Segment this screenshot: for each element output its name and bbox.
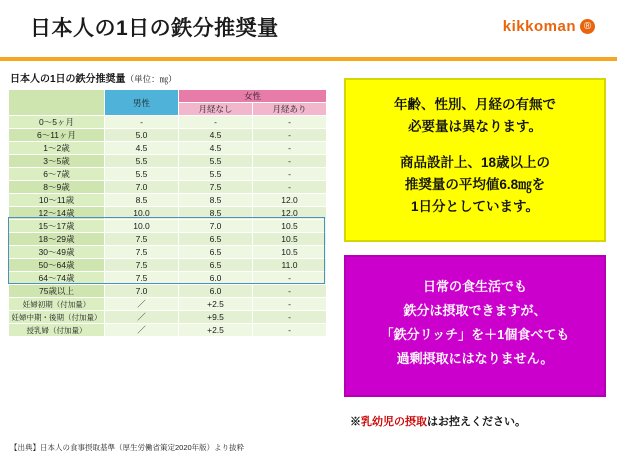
- table-cell-f-no: 6.5: [179, 259, 253, 272]
- table-cell-male: 10.0: [105, 220, 179, 233]
- table-cell-f-no: +2.5: [179, 324, 253, 337]
- table-cell-f-yes: -: [253, 298, 327, 311]
- table-row-label: 18～29歳: [9, 233, 105, 246]
- table-row: [9, 142, 327, 155]
- table-caption-unit: （単位：㎎）: [125, 74, 177, 84]
- table-row: [9, 311, 327, 324]
- table-cell-f-yes: -: [253, 168, 327, 181]
- page-title: 日本人の1日の鉄分推奨量: [30, 17, 279, 40]
- table-caption: [8, 70, 328, 85]
- table-cell-f-yes: 11.0: [253, 259, 327, 272]
- table-row-label: 10～11歳: [9, 194, 105, 207]
- table-cell-f-no: 6.0: [179, 285, 253, 298]
- brand-logo-text: kikkoman: [502, 18, 576, 35]
- callout-requirement-line-1: 年齢、性別、月経の有無で: [394, 97, 556, 112]
- table-row-label: 3～5歳: [9, 155, 105, 168]
- callout-requirement-line-5: 1日分としています。: [411, 199, 539, 214]
- header-divider: [0, 57, 617, 61]
- table-cell-f-yes: 10.5: [253, 233, 327, 246]
- table-row: [9, 246, 327, 259]
- table-cell-f-no: 6.0: [179, 272, 253, 285]
- table-cell-f-yes: -: [253, 324, 327, 337]
- table-header-female: 女性: [179, 90, 327, 103]
- table-row-label: 50～64歳: [9, 259, 105, 272]
- table-cell-f-yes: -: [253, 155, 327, 168]
- table-cell-male: 5.5: [105, 155, 179, 168]
- table-row-label: 75歳以上: [9, 285, 105, 298]
- table-row: [9, 220, 327, 233]
- table-row-label: 64～74歳: [9, 272, 105, 285]
- table-row: [9, 194, 327, 207]
- iron-table-panel: [8, 70, 328, 337]
- table-cell-f-yes: -: [253, 285, 327, 298]
- table-row: [9, 233, 327, 246]
- table-row-label: 8～9歳: [9, 181, 105, 194]
- slide-header: [0, 0, 617, 62]
- table-cell-male: 8.5: [105, 194, 179, 207]
- table-cell-f-yes: -: [253, 181, 327, 194]
- table-cell-f-no: 7.0: [179, 220, 253, 233]
- table-cell-f-no: 6.5: [179, 246, 253, 259]
- table-row-label: 0～5ヶ月: [9, 116, 105, 129]
- callout-requirement-line-3: 商品設計上、18歳以上の: [399, 155, 551, 170]
- table-header-female-with-period: 月経あり: [253, 103, 327, 116]
- table-cell-male: 7.0: [105, 181, 179, 194]
- table-cell-male: 7.5: [105, 272, 179, 285]
- table-cell-male: 5.0: [105, 129, 179, 142]
- table-row-label: 15～17歳: [9, 220, 105, 233]
- table-cell-f-yes: -: [253, 311, 327, 324]
- table-cell-f-yes: -: [253, 129, 327, 142]
- table-cell-male: 5.5: [105, 168, 179, 181]
- table-cell-f-no: 7.5: [179, 181, 253, 194]
- table-row-label: 6～7歳: [9, 168, 105, 181]
- callout-spacer: [356, 138, 594, 152]
- table-cell-f-yes: 12.0: [253, 207, 327, 220]
- table-cell-f-no: 8.5: [179, 207, 253, 220]
- table-header-row-1: [9, 90, 327, 103]
- table-row-label: 妊婦初期（付加量）: [9, 298, 105, 311]
- table-row: [9, 259, 327, 272]
- table-row: [9, 116, 327, 129]
- table-cell-f-no: +2.5: [179, 298, 253, 311]
- table-caption-text: 日本人の1日の鉄分推奨量: [10, 74, 126, 85]
- table-header-female-no-period: 月経なし: [179, 103, 253, 116]
- callout-daily-intake: [344, 255, 606, 397]
- table-cell-f-no: +9.5: [179, 311, 253, 324]
- callout-daily-intake-line-4: 過剰摂取にはなりません。: [396, 351, 554, 366]
- table-cell-male: 7.5: [105, 246, 179, 259]
- table-row: [9, 129, 327, 142]
- table-row: [9, 324, 327, 337]
- table-row-label: 6～11ヶ月: [9, 129, 105, 142]
- callout-requirement-line-4: 推奨量の平均値6.8㎎を: [404, 177, 546, 192]
- table-row: [9, 272, 327, 285]
- table-cell-male: -: [105, 116, 179, 129]
- table-cell-f-yes: -: [253, 272, 327, 285]
- callout-daily-intake-line-2: 鉄分は摂取できますが、: [403, 303, 547, 318]
- table-cell-male: ／: [105, 324, 179, 337]
- table-row: [9, 181, 327, 194]
- iron-recommendation-table: [8, 89, 327, 337]
- table-row-label: 授乳婦（付加量）: [9, 324, 105, 337]
- table-cell-f-yes: 10.5: [253, 220, 327, 233]
- table-row: [9, 155, 327, 168]
- source-note: 【出典】日本人の食事摂取基準（厚生労働省策定2020年版）より抜粋: [10, 443, 245, 452]
- table-body: [9, 116, 327, 337]
- table-row: [9, 298, 327, 311]
- table-cell-f-yes: 10.5: [253, 246, 327, 259]
- table-row-label: 30～49歳: [9, 246, 105, 259]
- infant-warning-prefix: ※: [350, 416, 361, 428]
- table-row: [9, 168, 327, 181]
- table-row: [9, 285, 327, 298]
- table-cell-male: 7.0: [105, 285, 179, 298]
- table-cell-male: ／: [105, 298, 179, 311]
- table-row-label: 妊婦中期・後期（付加量）: [9, 311, 105, 324]
- brand-logo: [503, 18, 595, 35]
- table-cell-f-no: 4.5: [179, 142, 253, 155]
- table-cell-male: ／: [105, 311, 179, 324]
- callout-daily-intake-line-3: 「鉄分リッチ」を＋1個食べても: [380, 327, 570, 342]
- table-cell-f-no: 5.5: [179, 168, 253, 181]
- table-cell-male: 10.0: [105, 207, 179, 220]
- table-cell-f-yes: -: [253, 142, 327, 155]
- table-cell-male: 4.5: [105, 142, 179, 155]
- table-cell-f-no: 6.5: [179, 233, 253, 246]
- table-row: [9, 207, 327, 220]
- table-row-label: 1～2歳: [9, 142, 105, 155]
- table-cell-f-yes: 12.0: [253, 194, 327, 207]
- table-header-male: 男性: [105, 90, 179, 116]
- table-cell-f-no: 5.5: [179, 155, 253, 168]
- infant-warning-suffix: はお控えください。: [427, 416, 526, 428]
- table-corner-cell: [9, 90, 105, 116]
- table-cell-f-yes: -: [253, 116, 327, 129]
- infant-warning-note: [350, 413, 610, 429]
- callout-daily-intake-line-1: 日常の食生活でも: [422, 279, 527, 294]
- callout-requirement: [344, 78, 606, 242]
- table-cell-f-no: 4.5: [179, 129, 253, 142]
- table-cell-male: 7.5: [105, 233, 179, 246]
- table-cell-f-no: -: [179, 116, 253, 129]
- callout-requirement-line-2: 必要量は異なります。: [408, 119, 542, 134]
- registered-trademark-icon: ®: [580, 19, 595, 34]
- infant-warning-emphasis: 乳幼児の摂取: [361, 416, 427, 428]
- table-row-label: 12～14歳: [9, 207, 105, 220]
- table-cell-male: 7.5: [105, 259, 179, 272]
- table-cell-f-no: 8.5: [179, 194, 253, 207]
